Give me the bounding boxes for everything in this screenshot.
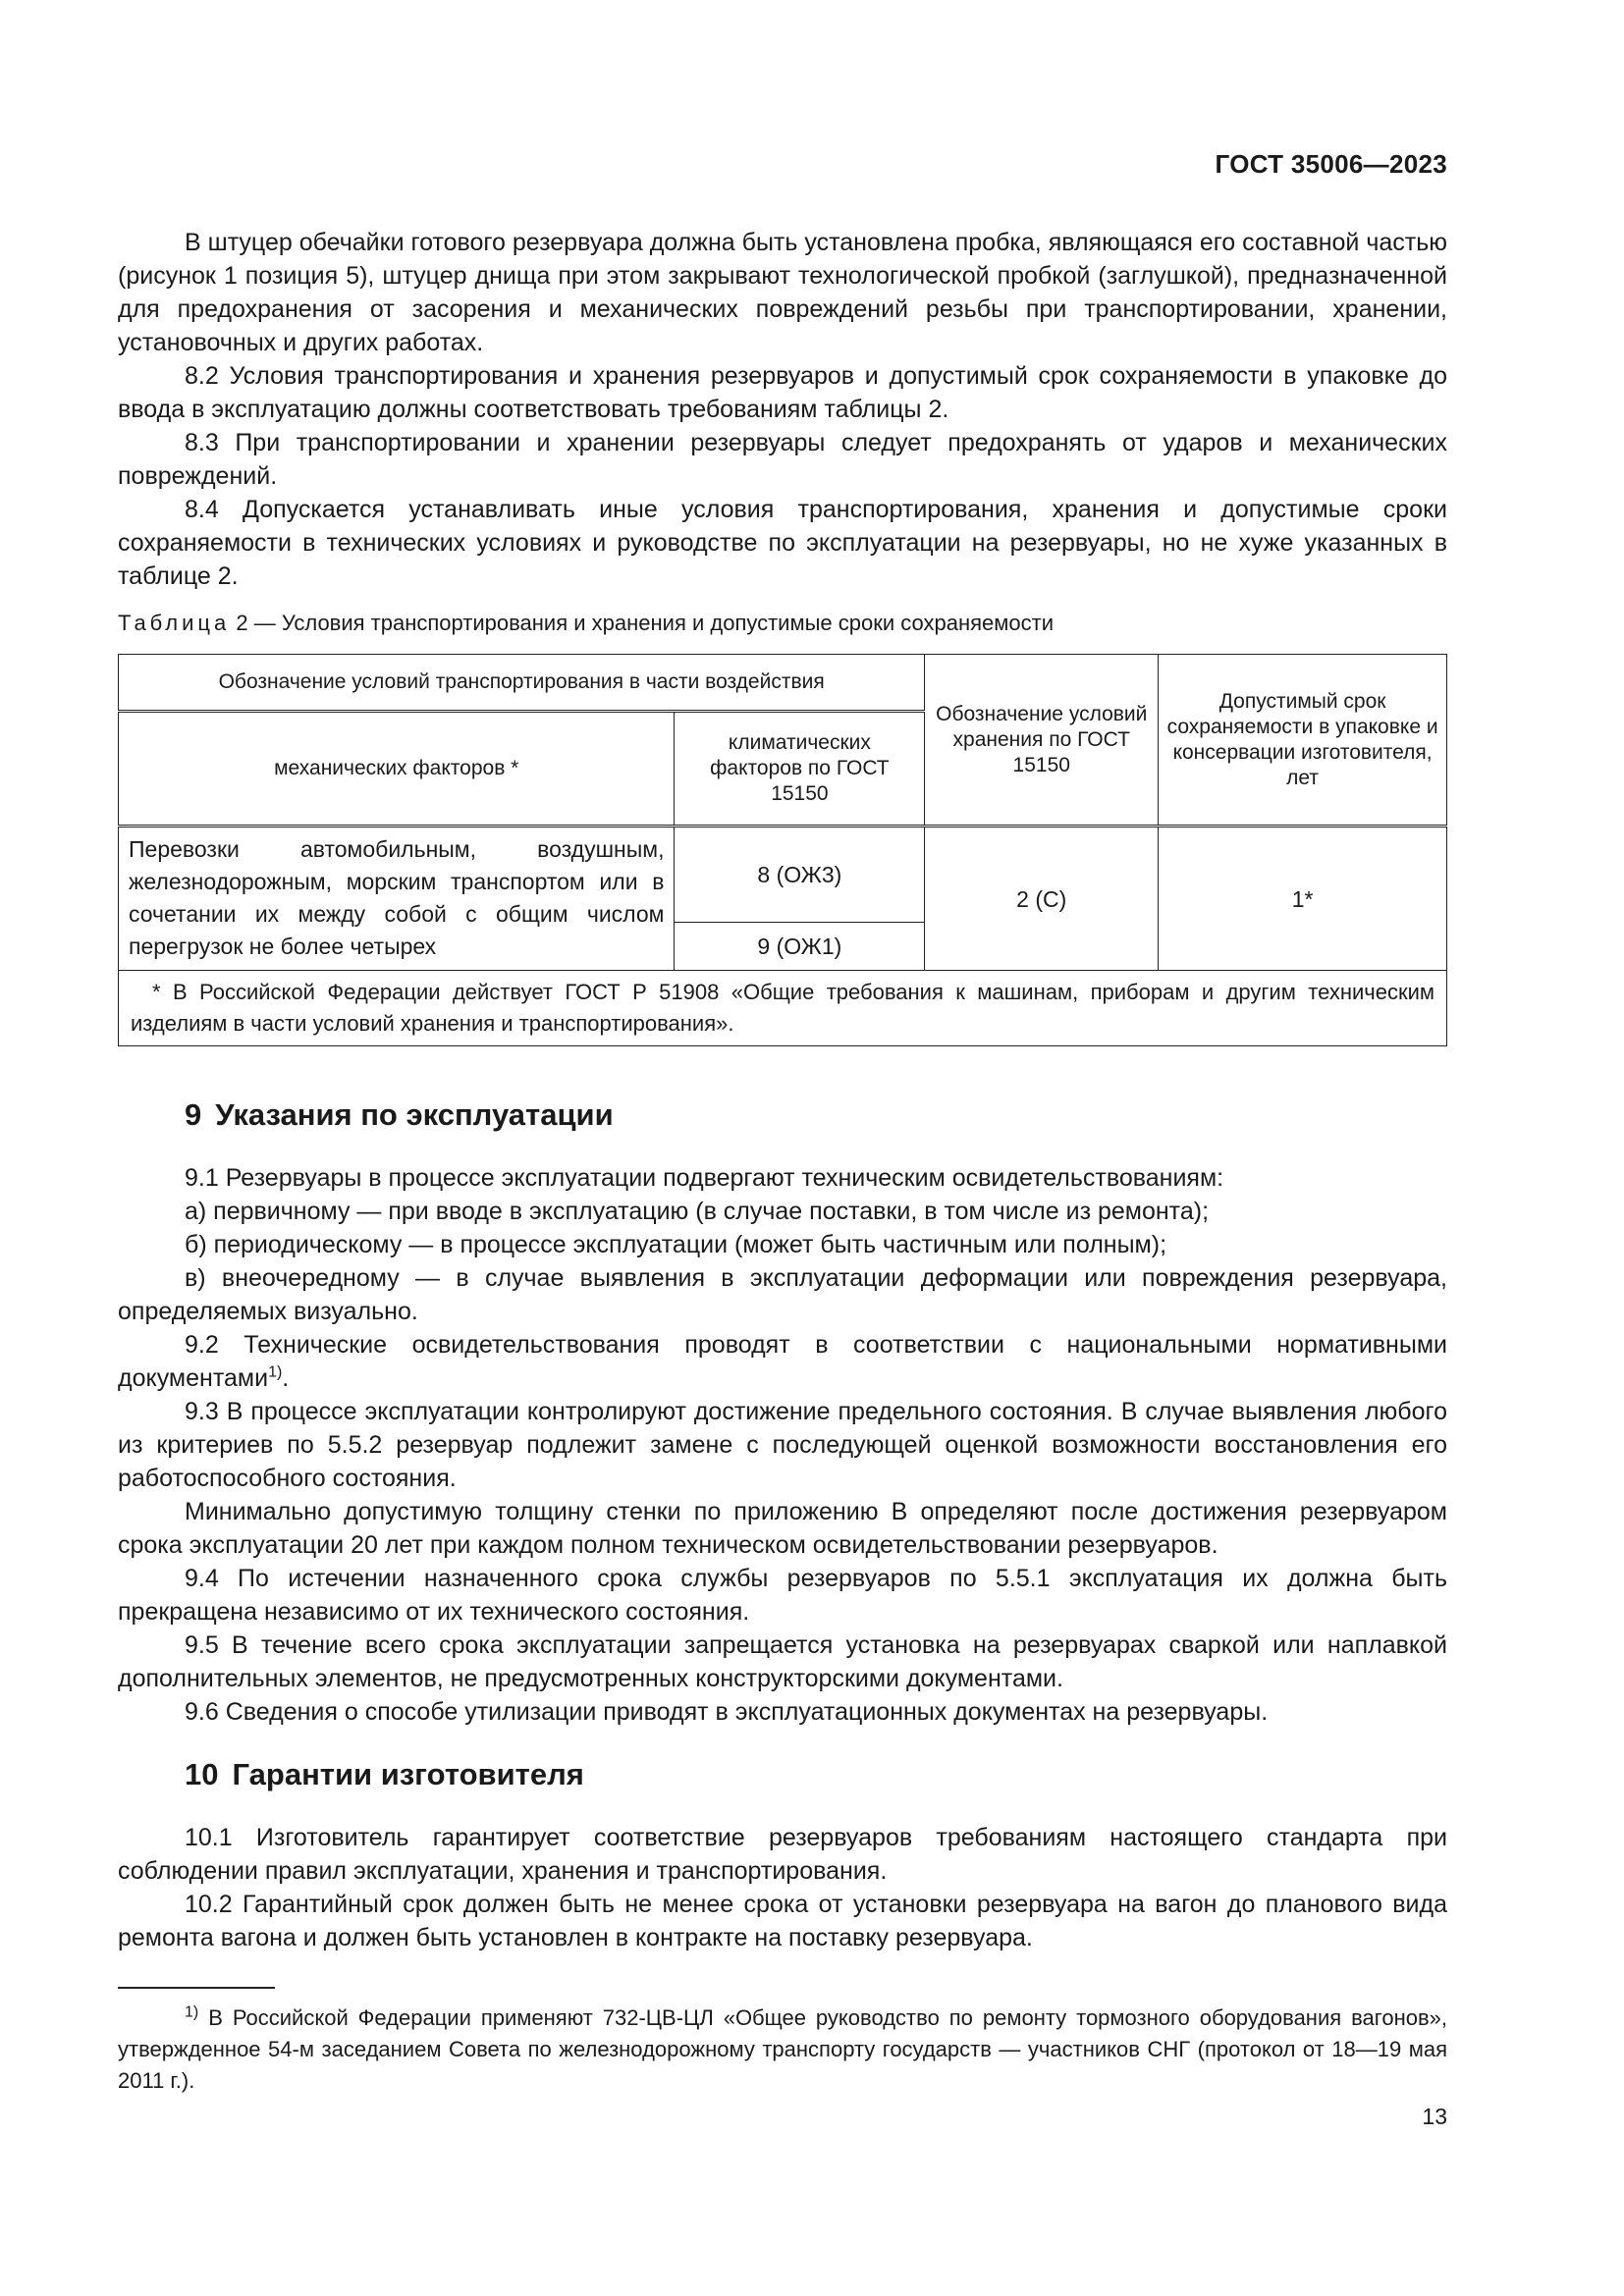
paragraph: 8.4 Допускается устанавливать иные условия транспортирования, хранения и допустимые сроки сохраняемости в технических условиях и руководстве по эксплуатации на резервуары, но не хуже указанных в таблице 2. bbox=[118, 496, 1447, 590]
section-9-title: Указания по эксплуатации bbox=[215, 1097, 614, 1132]
table-cell-climate-2: 9 (ОЖ1) bbox=[675, 923, 925, 971]
conditions-table bbox=[118, 654, 1447, 1046]
list-item: б) периодическому — в процессе эксплуатации (может быть частичным или полным); bbox=[185, 1231, 1167, 1258]
footnote-body: В Российской Федерации применяют 732-ЦВ-ЦЛ «Общее руководство по ремонту тормозного оборудования вагонов», утвержденное 54-м заседанием Совета по железнодорожному транспорту государств — участников СНГ (протокол от 18—19 мая 2011 г.). bbox=[118, 2005, 1447, 2093]
paragraph: Минимально допустимую толщину стенки по приложению В определяют после достижения резервуаром срока эксплуатации 20 лет при каждом полном техническом освидетельствовании резервуаров. bbox=[118, 1498, 1447, 1559]
paragraph: 9.3 В процессе эксплуатации контролируют достижение предельного состояния. В случае выявления любого из критериев по 5.5.2 резервуар подлежит замене с последующей оценкой возможности восстановления его работоспособного состояния. bbox=[118, 1398, 1447, 1492]
paragraph: 10.1 Изготовитель гарантирует соответствие резервуаров требованиям настоящего стандарта при соблюдении правил эксплуатации, хранения и транспортирования. bbox=[118, 1824, 1447, 1885]
footnote-text bbox=[118, 2002, 1447, 2097]
footnote-mark: 1) bbox=[185, 2003, 199, 2021]
paragraph: 8.3 При транспортировании и хранении резервуары следует предохранять от ударов и механических повреждений. bbox=[118, 429, 1447, 490]
table-head-storage: Обозначение условий хранения по ГОСТ 15150 bbox=[925, 655, 1159, 827]
footnote-ref: 1) bbox=[268, 1363, 283, 1381]
section-9-text bbox=[118, 1161, 1447, 1729]
table-cell-storage: 2 (С) bbox=[925, 827, 1159, 971]
paragraph: 8.2 Условия транспортирования и хранения резервуаров и допустимый срок сохраняемости в упаковке до ввода в эксплуатацию должны соответствовать требованиям таблицы 2. bbox=[118, 362, 1447, 423]
section-9-number: 9 bbox=[185, 1097, 202, 1132]
paragraph-text: 9.2 Технические освидетельствования проводят в соответствии с национальными нормативными документами bbox=[118, 1331, 1447, 1392]
section-10-text bbox=[118, 1821, 1447, 1954]
table-head-climate: климатических факторов по ГОСТ 15150 bbox=[675, 712, 925, 827]
section-9-heading bbox=[185, 1097, 614, 1133]
footnote-divider bbox=[118, 1987, 275, 1989]
table-cell-mech: Перевозки автомобильным, воздушным, железнодорожным, морским транспортом или в сочетании их между собой с общим числом перегрузок не более четырех bbox=[119, 827, 675, 971]
list-item: а) первичному — при вводе в эксплуатацию (в случае поставки, в том числе из ремонта); bbox=[185, 1198, 1210, 1225]
table-caption-text: 2 — Условия транспортирования и хранения и допустимые сроки сохраняемости bbox=[236, 611, 1054, 635]
table-caption-label: Таблица bbox=[118, 611, 231, 635]
paragraph bbox=[118, 1328, 1447, 1395]
table-note: * В Российской Федерации действует ГОСТ Р 51908 «Общие требования к машинам, приборам и другим техническим изделиям в части условий хранения и транспортирования». bbox=[119, 971, 1447, 1046]
section-10-number: 10 bbox=[185, 1757, 219, 1791]
table-caption bbox=[118, 611, 1054, 636]
table-cell-climate-1: 8 (ОЖ3) bbox=[675, 827, 925, 923]
intro-text bbox=[118, 226, 1447, 593]
table-cell-term: 1* bbox=[1159, 827, 1447, 971]
paragraph: 9.1 Резервуары в процессе эксплуатации подвергают техническим освидетельствованиям: bbox=[185, 1164, 1224, 1192]
paragraph: 9.5 В течение всего срока эксплуатации запрещается установка на резервуарах сваркой или наплавкой дополнительных элементов, не предусмотренных конструкторскими документами. bbox=[118, 1631, 1447, 1692]
paragraph: 10.2 Гарантийный срок должен быть не менее срока от установки резервуара на вагон до планового вида ремонта вагона и должен быть установлен в контракте на поставку резервуара. bbox=[118, 1891, 1447, 1951]
table-head-term: Допустимый срок сохраняемости в упаковке и консервации изготовителя, лет bbox=[1159, 655, 1447, 827]
list-item: в) внеочередному — в случае выявления в эксплуатации деформации или повреждения резервуара, определяемых визуально. bbox=[118, 1264, 1447, 1325]
table-head-mech: механических факторов * bbox=[119, 712, 675, 827]
footnote bbox=[118, 2002, 1447, 2097]
page-number: 13 bbox=[1422, 2104, 1447, 2129]
paragraph: 9.6 Сведения о способе утилизации приводят в эксплуатационных документах на резервуары. bbox=[185, 1698, 1269, 1726]
paragraph: В штуцер обечайки готового резервуара должна быть установлена пробка, являющаяся его составной частью (рисунок 1 позиция 5), штуцер днища при этом закрывают технологической пробкой (заглушкой), предназначенной для предохранения от засорения и механических повреждений резьбы при транспортировании, хранении, установочных и других работах. bbox=[118, 229, 1447, 356]
doc-header-code: ГОСТ 35006—2023 bbox=[1215, 149, 1447, 179]
section-10-heading bbox=[185, 1757, 584, 1792]
table-head-group: Обозначение условий транспортирования в части воздействия bbox=[119, 655, 925, 712]
paragraph: 9.4 По истечении назначенного срока службы резервуаров по 5.5.1 эксплуатация их должна быть прекращена независимо от их технического состояния. bbox=[118, 1565, 1447, 1626]
section-10-title: Гарантии изготовителя bbox=[232, 1757, 584, 1791]
paragraph-end: . bbox=[282, 1364, 290, 1392]
